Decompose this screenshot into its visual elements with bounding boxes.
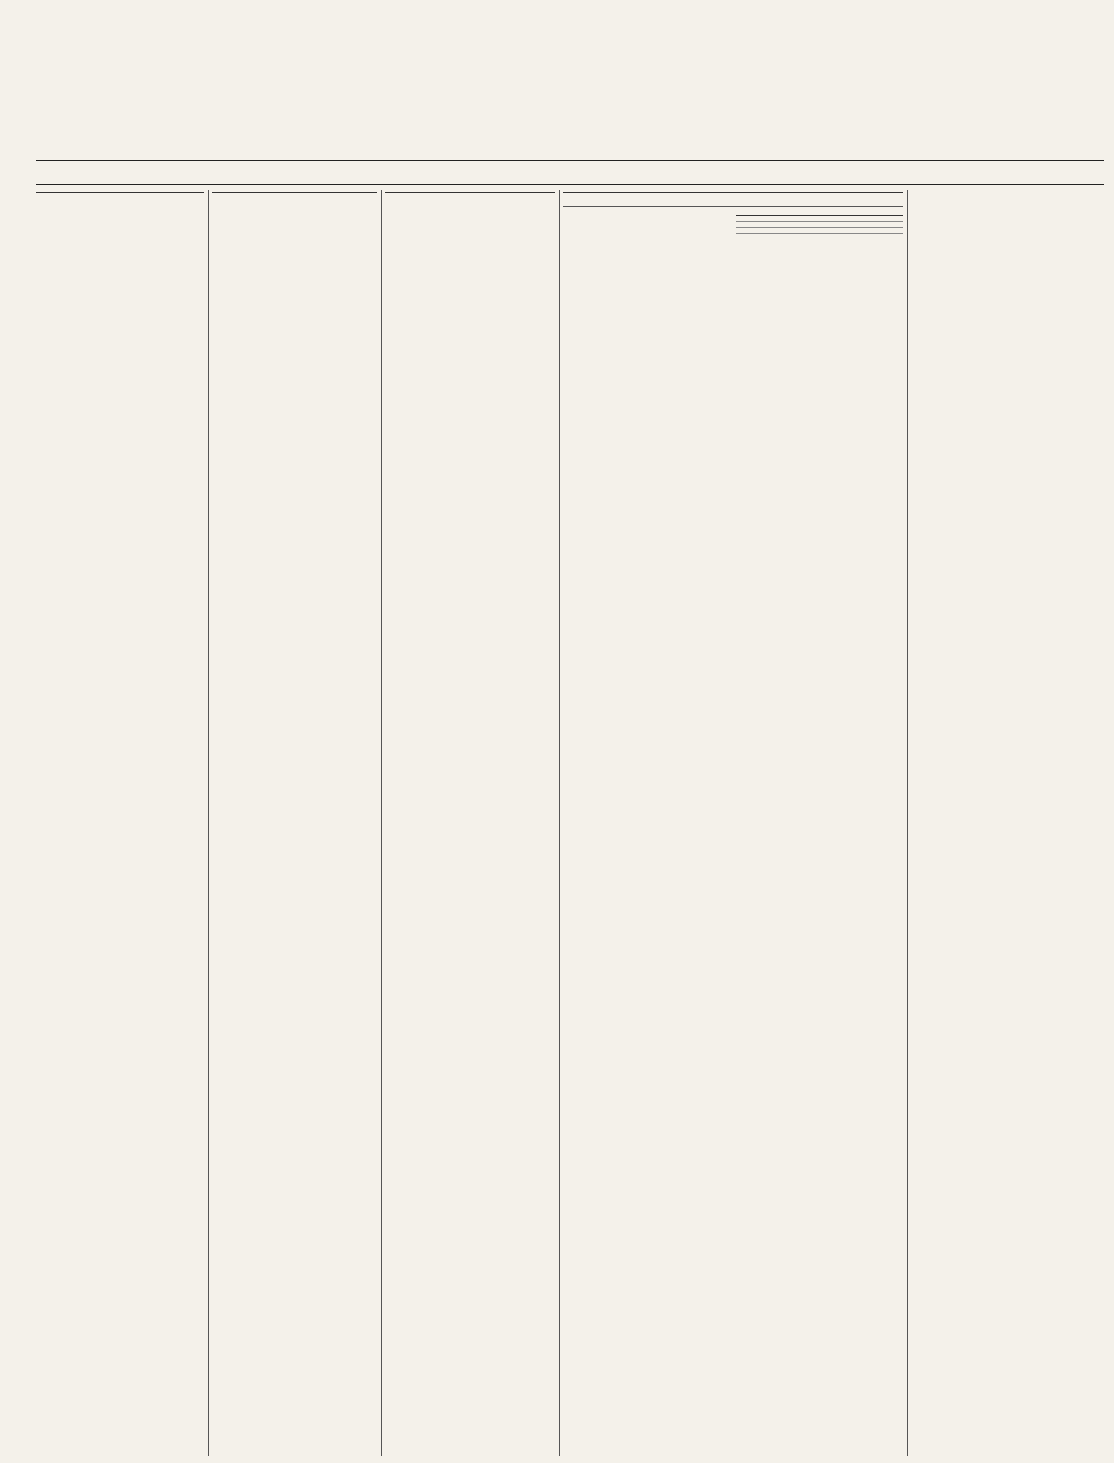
column-heading xyxy=(563,190,903,193)
lower-ads xyxy=(563,206,903,237)
column-drapery-herbert-haynes xyxy=(563,190,903,1456)
column-rule xyxy=(559,190,560,1456)
info-bar xyxy=(36,164,1104,182)
column-heading xyxy=(385,190,555,193)
column-sales-by-auction xyxy=(385,190,555,1456)
educational-notice xyxy=(736,219,903,222)
column-heading xyxy=(36,190,204,193)
educational-notice xyxy=(736,231,903,234)
dateline-rule xyxy=(36,184,1104,185)
column-public-notices xyxy=(212,190,377,1456)
column-rule xyxy=(208,190,209,1456)
masthead-rule xyxy=(36,160,1104,161)
new-era-ad xyxy=(736,210,903,237)
column-heading xyxy=(212,190,377,193)
column-business-notices xyxy=(36,190,204,1456)
masthead xyxy=(0,0,1114,160)
column-rule xyxy=(907,190,908,1456)
hay-sale-ad xyxy=(563,210,730,237)
column-rule xyxy=(381,190,382,1456)
educational-heading xyxy=(736,213,903,216)
educational-notice xyxy=(736,225,903,228)
